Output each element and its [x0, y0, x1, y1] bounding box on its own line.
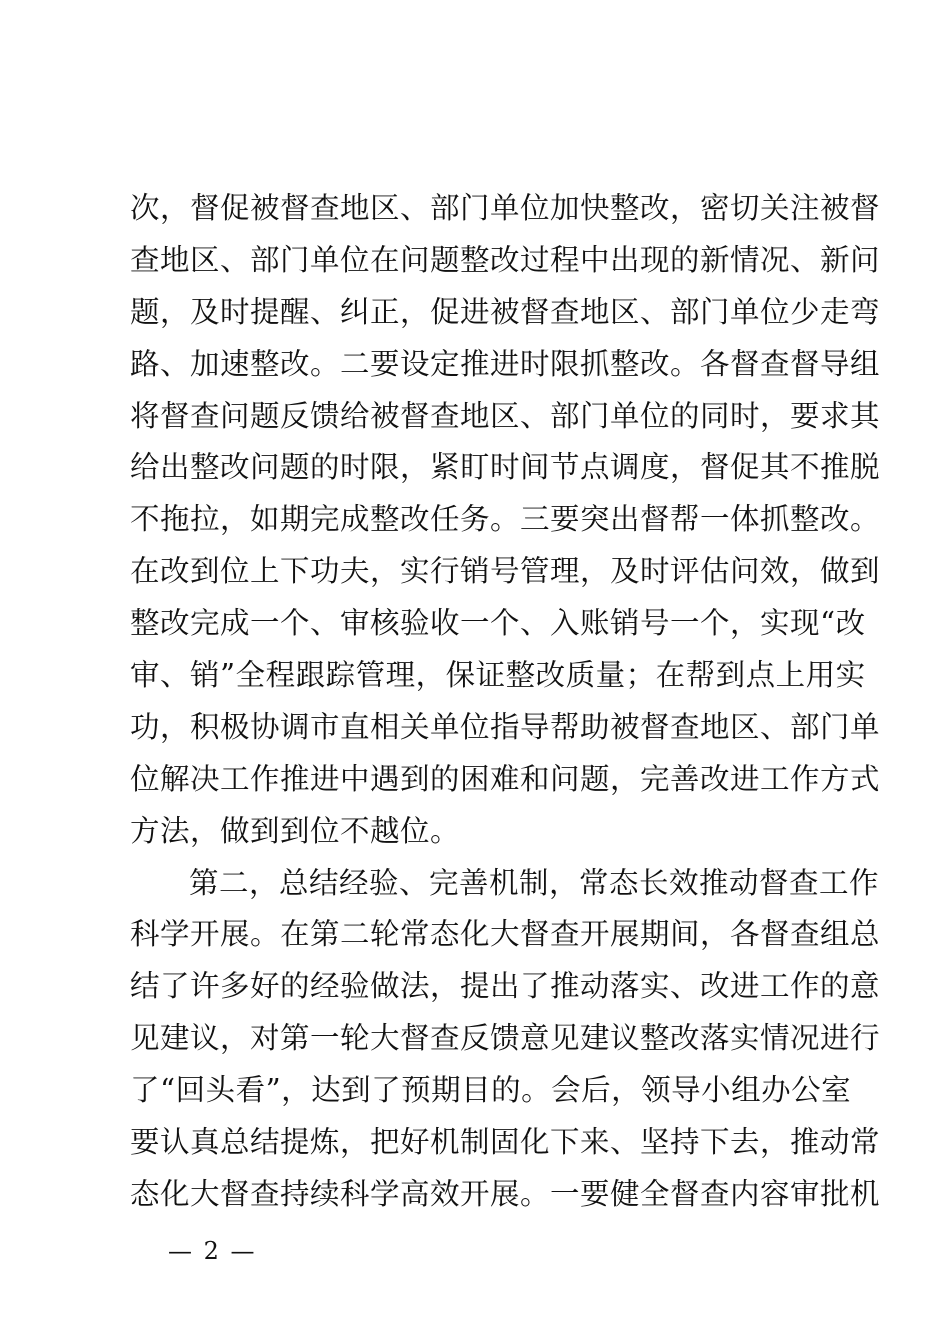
paragraph-end-line: 方法，做到到位不越位。	[130, 813, 461, 848]
text-line: 要认真总结提炼，把好机制固化下来、坚持下去，推动常	[130, 1125, 881, 1160]
text-line: 次，督促被督查地区、部门单位加快整改，密切关注被督	[130, 191, 881, 225]
text-line: 见建议，对第一轮大督查反馈意见建议整改落实情况进行	[130, 1021, 881, 1056]
text-line: 审、销”全程跟踪管理，保证整改质量；在帮到点上用实	[130, 658, 866, 693]
text-line: 在改到位上下功夫，实行销号管理，及时评估问效，做到	[130, 554, 881, 589]
text-line: 不拖拉，如期完成整改任务。三要突出督帮一体抓整改。	[130, 502, 881, 537]
body-text	[130, 183, 881, 1221]
text-line: 了“回头看”，达到了预期目的。会后，领导小组办公室	[130, 1073, 852, 1108]
text-line: 功，积极协调市直相关单位指导帮助被督查地区、部门单	[130, 709, 881, 744]
text-line: 题，及时提醒、纠正，促进被督查地区、部门单位少走弯	[130, 294, 881, 329]
page-number: — 2 —	[168, 1237, 257, 1265]
text-line: 给出整改问题的时限，紧盯时间节点调度，督促其不推脱	[130, 450, 881, 485]
text-line: 将督查问题反馈给被督查地区、部门单位的同时，要求其	[130, 398, 881, 433]
text-line: 科学开展。在第二轮常态化大督查开展期间，各督查组总	[130, 917, 881, 952]
text-line: 位解决工作推进中遇到的困难和问题，完善改进工作方式	[130, 761, 881, 796]
text-line: 态化大督查持续科学高效开展。一要健全督查内容审批机	[130, 1176, 881, 1211]
paragraph-start-line: 第二，总结经验、完善机制，常态长效推动督查工作	[189, 865, 880, 900]
text-line: 查地区、部门单位在问题整改过程中出现的新情况、新问	[130, 242, 881, 277]
text-line: 结了许多好的经验做法，提出了推动落实、改进工作的意	[130, 969, 881, 1004]
text-line: 整改完成一个、审核验收一个、入账销号一个，实现“改	[130, 606, 866, 641]
text-line: 路、加速整改。二要设定推进时限抓整改。各督查督导组	[130, 346, 881, 381]
